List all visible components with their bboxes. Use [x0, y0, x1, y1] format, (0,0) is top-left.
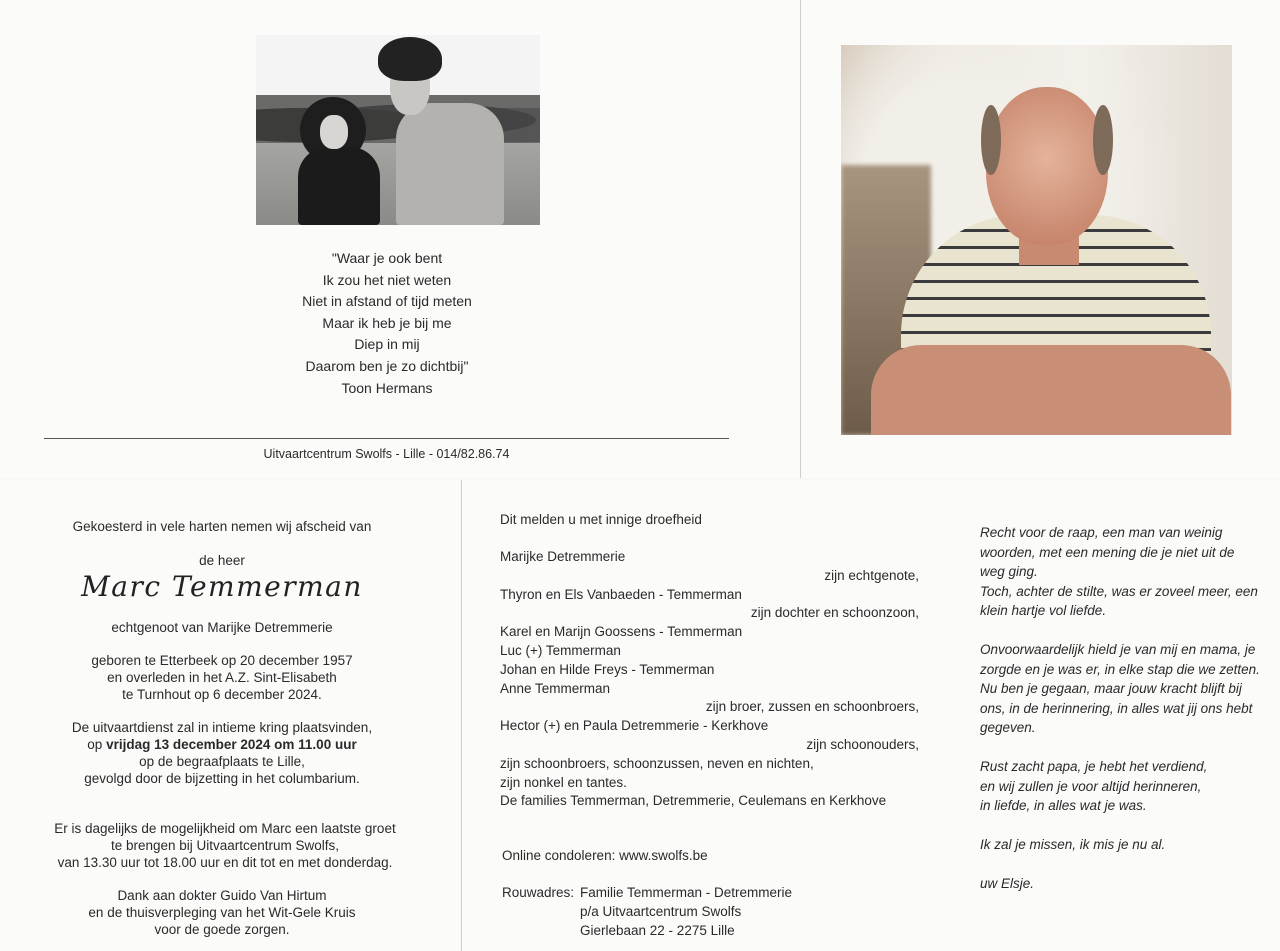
family-relation: zijn schoonouders,	[806, 736, 919, 752]
family-entry: Marijke Detremmerie	[500, 549, 626, 564]
poem-line: "Waar je ook bent	[331, 250, 443, 266]
poem-line: Ik zou het niet weten	[322, 271, 452, 288]
portrait-photo	[841, 45, 1232, 435]
funeral-home-footer: Uitvaartcentrum Swolfs - Lille - 014/82.86.74	[263, 447, 510, 461]
family-entry: zijn schoonbroers, schoonzussen, neven en nichten,	[500, 755, 814, 771]
couple-photo	[256, 35, 540, 225]
poem	[250, 248, 524, 399]
tribute-text	[980, 523, 1260, 913]
poem-line: Diep in mij	[354, 336, 420, 353]
family-entry: Luc (+) Temmerman	[500, 642, 621, 658]
family-entry: De families Temmerman, Detremmerie, Ceulemans en Kerkhove	[500, 793, 887, 809]
announcement-intro: Gekoesterd in vele harten nemen wij afscheid van	[72, 519, 372, 534]
family-relation: zijn dochter en schoonzoon,	[750, 605, 919, 621]
family-relation: zijn broer, zussen en schoonbroers,	[705, 699, 919, 715]
thanks-block: Dank aan dokter Guido Van Hirtum en de thuisverpleging van het Wit-Gele Kruis voor de goede zorgen.	[88, 888, 356, 937]
family-entry: zijn nonkel en tantes.	[500, 774, 627, 790]
family-intro: Dit melden u met innige droefheid	[500, 512, 702, 527]
family-relation: zijn echtgenote,	[824, 567, 919, 583]
mourning-address: Rouwadres: Familie Temmerman - Detremmerie p/a Uitvaartcentrum Swolfs Gierlebaan 22 - 2275 Lille	[502, 885, 793, 938]
service-date: vrijdag 13 december 2024 om 11.00 uur	[106, 737, 357, 752]
family-entry: Karel en Marijn Goossens - Temmerman	[500, 624, 743, 640]
family-entry: Hector (+) en Paula Detremmerie - Kerkhove	[500, 718, 769, 734]
tribute-paragraph: Rust zacht papa, je hebt het verdiend, en wij zullen je voor altijd herinneren, in liefde, in alles wat je was.	[980, 759, 1208, 813]
poem-line: Niet in afstand of tijd meten	[302, 293, 472, 310]
divider-line	[44, 438, 729, 439]
birth-death-block: geboren te Etterbeek op 20 december 1957 en overleden in het A.Z. Sint-Elisabeth te Turnhout op 6 december 2024.	[91, 653, 353, 702]
address-label: Rouwadres:	[502, 885, 575, 900]
deceased-name: Marc Temmerman	[81, 570, 363, 603]
fold-divider-bottom	[461, 480, 462, 951]
family-entry: Thyron en Els Vanbaeden - Temmerman	[500, 586, 742, 602]
poem-line: Maar ik heb je bij me	[322, 314, 452, 331]
spouse-line: echtgenoot van Marijke Detremmerie	[111, 620, 333, 635]
service-block: De uitvaartdienst zal in intieme kring plaatsvinden, op vrijdag 13 december 2024 om 11.00 uur op de begraafplaats te Lille, gevolgd door de bijzetting in het columbarium.	[71, 720, 373, 786]
family-entry: Johan en Hilde Freys - Temmerman	[500, 661, 715, 677]
announcement-title: de heer	[199, 553, 245, 568]
poem-author: Toon Hermans	[341, 379, 433, 396]
tribute-paragraph: Ik zal je missen, ik mis je nu al.	[980, 837, 1166, 852]
family-entry: Anne Temmerman	[500, 680, 611, 696]
fold-divider-top	[800, 0, 801, 478]
card-announcement-panel	[0, 480, 460, 951]
tribute-paragraph: Onvoorwaardelijk hield je van mij en mama, je zorgde en je was er, in elke stap die we zetten. Nu ben je gegaan, maar jouw kracht blijft bij ons, in de herinnering, in alles wat jij ons hebt gegeven.	[980, 642, 1260, 735]
poem-line: Daarom ben je zo dichtbij"	[305, 357, 469, 374]
online-condolence: Online condoleren: www.swolfs.be	[502, 848, 708, 863]
tribute-signature: uw Elsje.	[980, 876, 1035, 891]
visitation-block: Er is dagelijks de mogelijkheid om Marc een laatste groet te brengen bij Uitvaartcentrum Swolfs, van 13.30 uur tot 18.00 uur en dit tot en met donderdag.	[54, 821, 396, 870]
family-list	[500, 548, 919, 811]
tribute-paragraph: Recht voor de raap, een man van weinig woorden, met een mening die je niet uit de weg ging. Toch, achter de stilte, was er zoveel meer, een klein hartje vol liefde.	[980, 525, 1258, 618]
